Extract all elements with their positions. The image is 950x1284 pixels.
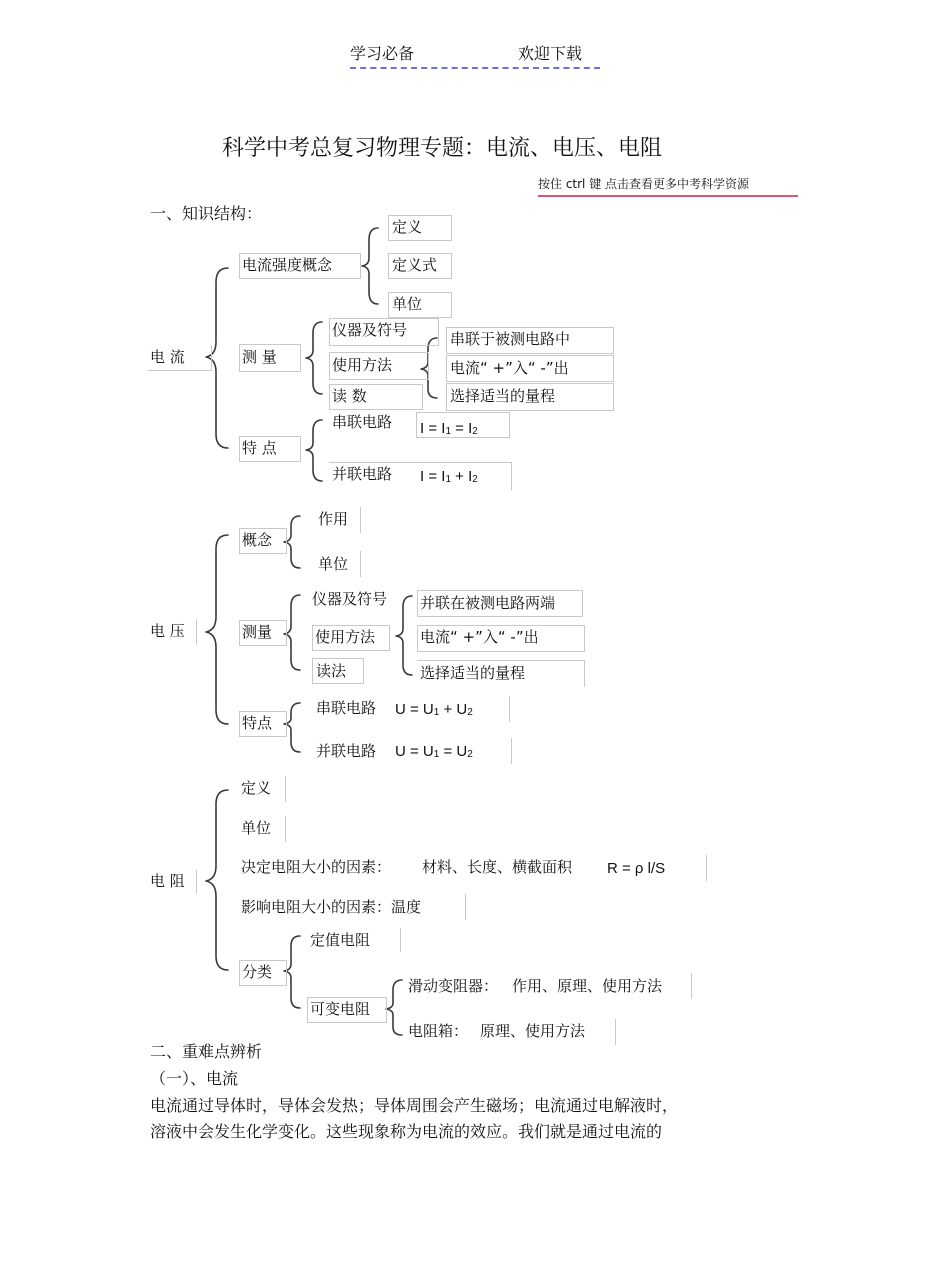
resistance-formula: R = ρ l/S bbox=[607, 860, 666, 877]
voltage-parallel-rule bbox=[511, 738, 512, 764]
voltage-root-rule bbox=[196, 620, 197, 644]
current-def: 定义 bbox=[392, 218, 423, 236]
resistance-unit: 单位 bbox=[241, 819, 272, 837]
current-series-formula: I = I1 = I2 bbox=[420, 420, 478, 437]
resistance-factor-label: 决定电阻大小的因素： bbox=[241, 858, 392, 876]
header-right: 欢迎下载 bbox=[518, 44, 583, 63]
resistance-influence-rule bbox=[465, 894, 466, 920]
voltage-unit: 单位 bbox=[318, 555, 349, 573]
voltage-parallel-formula: U = U1 = U2 bbox=[395, 743, 473, 760]
voltage-root-brace bbox=[206, 535, 228, 724]
resistance-factor-value: 材料、长度、横截面积 bbox=[422, 858, 573, 876]
resistance-root-brace bbox=[206, 790, 228, 970]
current-unit: 单位 bbox=[392, 295, 423, 313]
voltage-action-rule bbox=[360, 507, 361, 533]
voltage-feature: 特点 bbox=[242, 714, 273, 732]
resistance-variable: 可变电阻 bbox=[310, 1000, 371, 1018]
resistance-box-label: 电阻箱： bbox=[408, 1022, 469, 1040]
voltage-series-formula: U = U1 + U2 bbox=[395, 701, 473, 718]
voltage-usage-3: 选择适当的量程 bbox=[420, 664, 526, 682]
current-instrument: 仪器及符号 bbox=[332, 321, 408, 339]
voltage-usage: 使用方法 bbox=[315, 628, 376, 646]
current-measure: 测 量 bbox=[242, 348, 277, 366]
current-reading: 读 数 bbox=[332, 387, 367, 405]
voltage-parallel: 并联电路 bbox=[316, 742, 377, 760]
resistance-box-value: 原理、使用方法 bbox=[480, 1022, 586, 1040]
voltage-series: 串联电路 bbox=[316, 699, 377, 717]
current-root-box bbox=[148, 345, 212, 371]
current-root: 电 流 bbox=[150, 348, 185, 366]
current-series: 串联电路 bbox=[332, 413, 393, 431]
resistance-root-rule bbox=[196, 870, 197, 894]
voltage-unit-rule bbox=[360, 551, 361, 577]
resistance-rheostat-rule bbox=[404, 973, 692, 999]
voltage-series-rule bbox=[509, 696, 510, 722]
resistance-def: 定义 bbox=[241, 779, 272, 797]
resistance-root: 电 阻 bbox=[150, 872, 185, 890]
current-usage: 使用方法 bbox=[332, 356, 393, 374]
resistance-box-rule bbox=[404, 1019, 616, 1045]
resistance-fixed-rule bbox=[400, 928, 401, 952]
current-formula-item: 定义式 bbox=[392, 256, 438, 274]
current-parallel-formula: I = I1 + I2 bbox=[420, 468, 478, 485]
resistance-influence: 影响电阻大小的因素：温度 bbox=[241, 898, 422, 916]
current-usage-2: 电流“ +”入“ -”出 bbox=[450, 359, 569, 377]
current-feature-brace bbox=[306, 420, 322, 481]
voltage-root: 电 压 bbox=[150, 622, 185, 640]
resistance-formula-rule bbox=[706, 855, 707, 881]
voltage-usage-2: 电流“ +”入“ -”出 bbox=[420, 628, 539, 646]
section2-subheading: （一）、电流 bbox=[150, 1069, 239, 1088]
resistance-variable-brace bbox=[386, 980, 402, 1035]
resistance-fixed: 定值电阻 bbox=[310, 931, 371, 949]
current-concept: 电流强度概念 bbox=[242, 256, 333, 274]
header-left: 学习必备 bbox=[350, 44, 415, 63]
current-feature: 特 点 bbox=[242, 439, 277, 457]
section2-heading: 二、重难点辨析 bbox=[150, 1042, 263, 1061]
current-usage-1: 串联于被测电路中 bbox=[450, 330, 571, 348]
voltage-reading: 读法 bbox=[316, 662, 347, 680]
resource-link[interactable]: 按住 ctrl 键 点击查看更多中考科学资源 bbox=[538, 177, 750, 191]
resistance-unit-rule bbox=[285, 816, 286, 842]
current-measure-brace bbox=[306, 322, 322, 394]
voltage-action: 作用 bbox=[318, 510, 349, 528]
voltage-usage-brace bbox=[396, 596, 412, 675]
section1-heading: 一、知识结构： bbox=[150, 204, 263, 223]
resistance-classify: 分类 bbox=[242, 963, 273, 981]
voltage-instrument: 仪器及符号 bbox=[312, 590, 388, 608]
voltage-concept: 概念 bbox=[242, 531, 273, 549]
current-usage-3: 选择适当的量程 bbox=[450, 387, 556, 405]
resistance-rheostat-label: 滑动变阻器： bbox=[408, 977, 499, 995]
page-title: 科学中考总复习物理专题：电流、电压、电阻 bbox=[222, 136, 663, 161]
resistance-rheostat-value: 作用、原理、使用方法 bbox=[512, 977, 663, 995]
current-parallel: 并联电路 bbox=[332, 465, 393, 483]
voltage-measure: 测量 bbox=[242, 623, 273, 641]
section2-paragraph-line-1: 电流通过导体时，导体会发热；导体周围会产生磁场；电流通过电解液时， bbox=[150, 1096, 679, 1115]
section2-paragraph-line-2: 溶液中会发生化学变化。这些现象称为电流的效应。我们就是通过电流的 bbox=[150, 1122, 663, 1141]
resistance-def-rule bbox=[285, 776, 286, 802]
current-concept-brace bbox=[362, 228, 378, 304]
voltage-usage-1: 并联在被测电路两端 bbox=[420, 594, 556, 612]
